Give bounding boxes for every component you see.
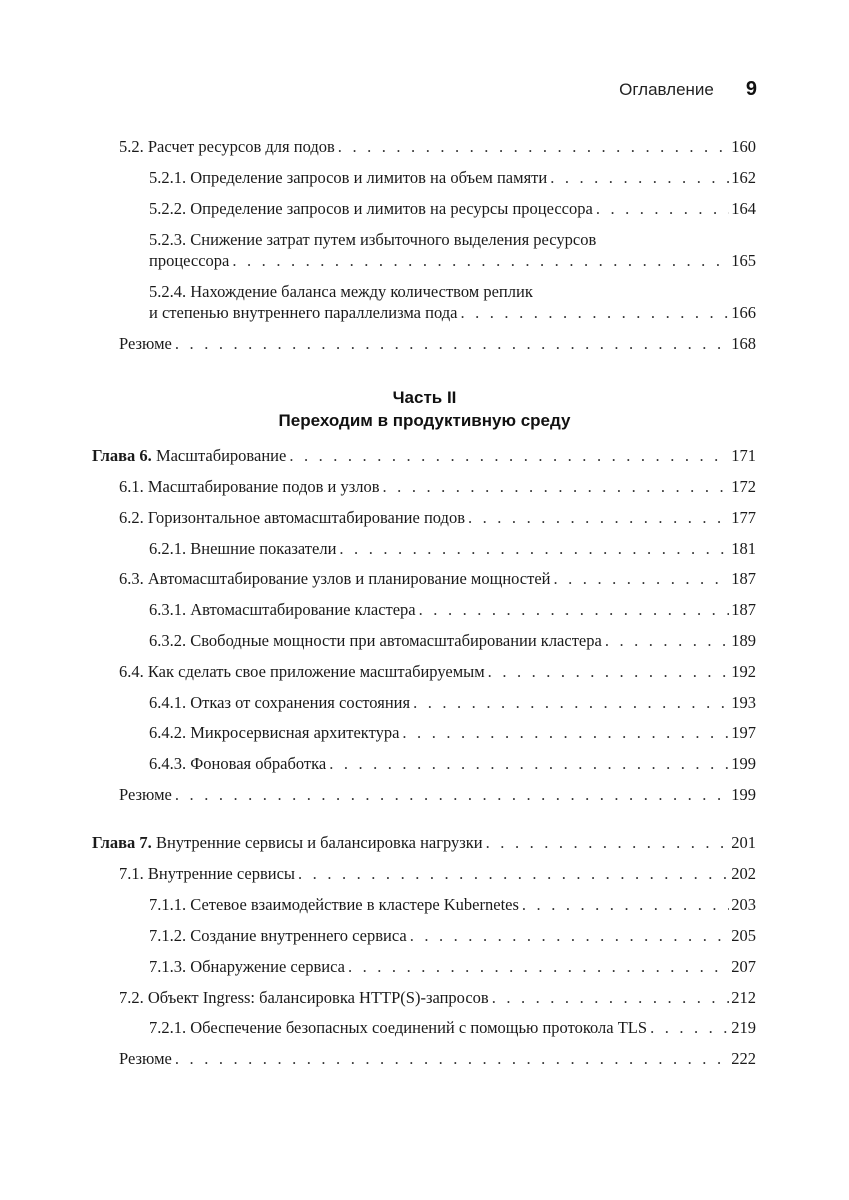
toc-entry-label: 7.1. Внутренние сервисы xyxy=(119,864,296,883)
toc-entry-page: 212 xyxy=(731,988,756,1007)
toc-entry-page: 219 xyxy=(731,1018,756,1037)
leader-dots xyxy=(468,508,729,528)
leader-dots xyxy=(486,833,730,853)
toc-entry-6-4[interactable] xyxy=(119,662,756,682)
leader-dots xyxy=(402,723,729,743)
toc-entry-7-2[interactable] xyxy=(119,988,756,1008)
toc-chapter-6[interactable] xyxy=(92,446,756,466)
leader-dots xyxy=(413,693,729,713)
leader-dots xyxy=(348,957,729,977)
toc-entry-7-1-2[interactable] xyxy=(149,926,756,946)
toc-entry-page: 222 xyxy=(731,1049,756,1068)
toc-entry-page: 202 xyxy=(731,864,756,883)
toc-entry-label: 7.1.3. Обнаружение сервиса xyxy=(149,957,345,976)
toc-entry-label-line1: 5.2.4. Нахождение баланса между количеством реплик xyxy=(149,282,533,301)
toc-entry-label: 6.2. Горизонтальное автомасштабирование подов xyxy=(119,508,465,527)
toc-entry-5-2-3[interactable] xyxy=(149,230,756,271)
part-title: Переходим в продуктивную среду xyxy=(278,411,571,430)
leader-dots xyxy=(460,303,729,323)
leader-dots xyxy=(338,137,729,157)
toc-entry-page: 172 xyxy=(731,477,756,496)
toc-entry-label: 6.2.1. Внешние показатели xyxy=(149,539,337,558)
toc-entry-label-line1: 5.2.3. Снижение затрат путем избыточного выделения ресурсов xyxy=(149,230,597,249)
toc-entry-label: Резюме xyxy=(119,1049,172,1068)
toc-entry-label: 7.1.2. Создание внутреннего сервиса xyxy=(149,926,407,945)
toc-entry-page: 189 xyxy=(731,631,756,650)
running-head-title: Оглавление xyxy=(619,80,714,99)
leader-dots xyxy=(596,199,729,219)
toc-entry-6-2[interactable] xyxy=(119,508,756,528)
toc-entry-page: 201 xyxy=(731,833,756,852)
toc-entry-label: 6.3. Автомасштабирование узлов и планирование мощностей xyxy=(119,569,551,588)
toc-entry-6-3[interactable] xyxy=(119,569,756,589)
leader-dots xyxy=(289,446,729,466)
toc-entry-label: и степенью внутреннего параллелизма пода xyxy=(149,303,458,322)
toc-entry-page: 199 xyxy=(731,785,756,804)
toc-entry-7-1-1[interactable] xyxy=(149,895,756,915)
toc-entry-page: 164 xyxy=(731,199,756,218)
toc-entry-page: 181 xyxy=(731,539,756,558)
toc-entry-7-1[interactable] xyxy=(119,864,756,884)
toc-entry-6-4-2[interactable] xyxy=(149,723,756,743)
toc-entry-page: 193 xyxy=(731,693,756,712)
leader-dots xyxy=(488,662,730,682)
toc-entry-page: 165 xyxy=(731,251,756,270)
toc-entry-page: 160 xyxy=(731,137,756,156)
leader-dots xyxy=(175,785,729,805)
toc-entry-page: 166 xyxy=(731,303,756,322)
toc-entry-label: 5.2.1. Определение запросов и лимитов на объем памяти xyxy=(149,168,548,187)
toc-entry-summary-5[interactable] xyxy=(119,334,756,354)
toc-entry-label: Резюме xyxy=(119,334,172,353)
toc-entry-page: 187 xyxy=(731,600,756,619)
toc-entry-label: 6.1. Масштабирование подов и узлов xyxy=(119,477,380,496)
toc-entry-label: 5.2.2. Определение запросов и лимитов на ресурсы процессора xyxy=(149,199,593,218)
leader-dots xyxy=(410,926,730,946)
toc-entry-7-1-3[interactable] xyxy=(149,957,756,977)
toc-entry-5-2-1[interactable] xyxy=(149,168,756,188)
leader-dots xyxy=(650,1018,729,1038)
leader-dots xyxy=(383,477,730,497)
leader-dots xyxy=(298,864,729,884)
leader-dots xyxy=(175,1049,729,1069)
toc-entry-label: Резюме xyxy=(119,785,172,804)
toc-entry-label: 6.3.2. Свободные мощности при автомасштабировании кластера xyxy=(149,631,602,650)
leader-dots xyxy=(232,251,729,271)
toc-entry-6-4-1[interactable] xyxy=(149,693,756,713)
toc-entry-6-1[interactable] xyxy=(119,477,756,497)
toc-entry-page: 162 xyxy=(731,168,756,187)
running-head xyxy=(619,78,757,101)
toc-entry-page: 168 xyxy=(731,334,756,353)
toc-entry-label: 6.3.1. Автомасштабирование кластера xyxy=(149,600,416,619)
toc-entry-page: 177 xyxy=(731,508,756,527)
leader-dots xyxy=(339,539,729,559)
chapter-title: Внутренние сервисы и балансировка нагрузки xyxy=(155,833,483,852)
toc-entry-page: 199 xyxy=(731,754,756,773)
toc-entry-5-2-2[interactable] xyxy=(149,199,756,219)
toc-chapter-7[interactable] xyxy=(92,833,756,853)
leader-dots xyxy=(492,988,730,1008)
part-number: Часть II xyxy=(392,388,457,407)
toc-entry-6-3-2[interactable] xyxy=(149,631,756,651)
part-heading xyxy=(0,386,849,432)
toc-entry-label: 7.1.1. Сетевое взаимодействие в кластере Kubernetes xyxy=(149,895,519,914)
toc-entry-6-2-1[interactable] xyxy=(149,539,756,559)
page-number: 9 xyxy=(745,78,757,100)
chapter-prefix: Глава 6. xyxy=(92,446,152,465)
leader-dots xyxy=(550,168,729,188)
toc-entry-label: 6.4.2. Микросервисная архитектура xyxy=(149,723,400,742)
leader-dots xyxy=(329,754,729,774)
leader-dots xyxy=(605,631,729,651)
toc-entry-page: 207 xyxy=(731,957,756,976)
toc-entry-label: 7.2.1. Обеспечение безопасных соединений с помощью протокола TLS xyxy=(149,1018,648,1037)
chapter-prefix: Глава 7. xyxy=(92,833,152,852)
toc-entry-summary-6[interactable] xyxy=(119,785,756,805)
toc-entry-6-4-3[interactable] xyxy=(149,754,756,774)
toc-entry-page: 205 xyxy=(731,926,756,945)
leader-dots xyxy=(554,569,730,589)
toc-entry-page: 192 xyxy=(731,662,756,681)
toc-entry-summary-7[interactable] xyxy=(119,1049,756,1069)
toc-entry-page: 203 xyxy=(731,895,756,914)
toc-entry-5-2[interactable] xyxy=(119,137,756,157)
toc-entry-7-2-1[interactable] xyxy=(149,1018,756,1038)
toc-entry-5-2-4[interactable] xyxy=(149,282,756,323)
leader-dots xyxy=(522,895,729,915)
toc-entry-label: 7.2. Объект Ingress: балансировка HTTP(S)-запросов xyxy=(119,988,489,1007)
toc-entry-6-3-1[interactable] xyxy=(149,600,756,620)
toc-entry-page: 171 xyxy=(731,446,756,465)
toc-entry-label: 6.4. Как сделать свое приложение масштабируемым xyxy=(119,662,485,681)
toc-entry-label: 5.2. Расчет ресурсов для подов xyxy=(119,137,335,156)
toc-entry-label: процессора xyxy=(149,251,230,270)
leader-dots xyxy=(419,600,730,620)
toc-entry-page: 187 xyxy=(731,569,756,588)
leader-dots xyxy=(175,334,729,354)
toc-entry-label: 6.4.1. Отказ от сохранения состояния xyxy=(149,693,411,712)
toc-entry-page: 197 xyxy=(731,723,756,742)
toc-entry-label: 6.4.3. Фоновая обработка xyxy=(149,754,327,773)
chapter-title: Масштабирование xyxy=(155,446,287,465)
